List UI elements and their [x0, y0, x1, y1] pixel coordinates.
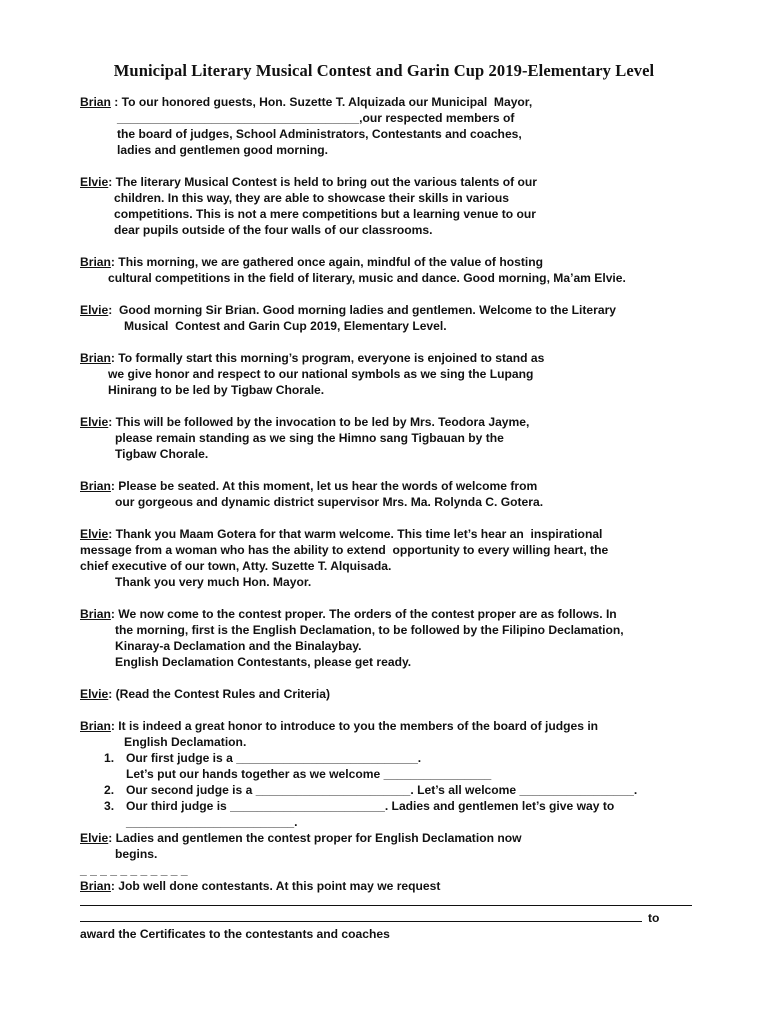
speaker-name: Brian [80, 255, 111, 269]
dialogue-elvie-greeting [80, 302, 692, 334]
dialogue-brian-judges [80, 718, 692, 830]
list-number: 3. [104, 799, 115, 813]
dialogue-elvie-invocation [80, 414, 692, 462]
dialogue-line: please remain standing as we sing the Himno sang Tigbauan by the [115, 431, 504, 445]
speaker-name: Elvie [80, 303, 109, 317]
dialogue-line: competitions. This is not a mere competitions but a learning venue to our [114, 207, 536, 221]
speaker-name: Brian [80, 719, 111, 733]
dialogue-line: ____________________________________,our respected members of [117, 111, 515, 125]
speaker-name: Brian [80, 95, 111, 109]
speaker-name: Brian [80, 351, 111, 365]
speaker-name: Brian [80, 607, 111, 621]
list-text: Let’s put our hands together as we welcome ________________ [126, 767, 492, 781]
speaker-name: Elvie [80, 527, 109, 541]
dialogue-line: ladies and gentlemen good morning. [117, 143, 328, 157]
dialogue-line: : Job well done contestants. At this point may we request [110, 879, 441, 893]
dialogue-line: : Thank you Maam Gotera for that warm welcome. This time let’s hear an inspirational [108, 527, 603, 541]
list-text: Our second judge is a _______________________. Let’s all welcome _________________. [126, 783, 638, 797]
dialogue-brian-certificates [80, 878, 692, 942]
dialogue-brian-anthem [80, 350, 692, 398]
dialogue-elvie-rules [80, 686, 692, 702]
speaker-name: Elvie [80, 415, 109, 429]
speaker-name: Brian [80, 879, 111, 893]
list-item [80, 798, 692, 814]
dialogue-line: : The literary Musical Contest is held to bring out the various talents of our [108, 175, 537, 189]
dialogue-line: Thank you very much Hon. Mayor. [115, 575, 312, 589]
dialogue-line: Hinirang to be led by Tigbaw Chorale. [108, 383, 325, 397]
dialogue-line: message from a woman who has the ability to extend opportunity to every willing heart, the [80, 543, 609, 557]
judges-list [80, 750, 692, 814]
speaker-name: Elvie [80, 175, 109, 189]
script-body [80, 94, 692, 942]
dialogue-line: : We now come to the contest proper. The orders of the contest proper are as follows. In [110, 607, 617, 621]
dialogue-line: the board of judges, School Administrators, Contestants and coaches, [117, 127, 522, 141]
dialogue-line: Tigbaw Chorale. [115, 447, 209, 461]
dialogue-brian-contest-order [80, 606, 692, 670]
list-number: 1. [104, 751, 115, 765]
blank-fill-line [80, 910, 692, 926]
dialogue-line: award the Certificates to the contestants and coaches [80, 927, 390, 941]
list-text: Our third judge is _______________________. Ladies and gentlemen let’s give way to [126, 799, 615, 813]
list-number: 2. [104, 783, 115, 797]
speaker-name: Brian [80, 479, 111, 493]
dialogue-line: : Ladies and gentlemen the contest proper for English Declamation now [108, 831, 522, 845]
dialogue-line: _________________________. [126, 815, 298, 829]
list-item [80, 750, 692, 766]
dialogue-brian-seated [80, 478, 692, 510]
dialogue-line: : Please be seated. At this moment, let us hear the words of welcome from [110, 479, 538, 493]
dialogue-line: we give honor and respect to our national symbols as we sing the Lupang [108, 367, 534, 381]
dialogue-line: our gorgeous and dynamic district supervisor Mrs. Ma. Rolynda C. Gotera. [115, 495, 544, 509]
dialogue-brian-welcome [80, 94, 692, 158]
underline-rule [80, 905, 692, 906]
dialogue-line: : Good morning Sir Brian. Good morning ladies and gentlemen. Welcome to the Literary [108, 303, 617, 317]
dialogue-line: : (Read the Contest Rules and Criteria) [108, 687, 331, 701]
dialogue-elvie-begins [80, 830, 692, 878]
document-title: Municipal Literary Musical Contest and Garin Cup 2019-Elementary Level [113, 61, 655, 80]
dialogue-line: the morning, first is the English Declamation, to be followed by the Filipino Declamation, [115, 623, 624, 637]
dialogue-line: : It is indeed a great honor to introduce to you the members of the board of judges in [110, 719, 599, 733]
dialogue-line: English Declamation Contestants, please get ready. [115, 655, 412, 669]
dialogue-line: dear pupils outside of the four walls of our classrooms. [114, 223, 433, 237]
dialogue-line: children. In this way, they are able to showcase their skills in various [114, 191, 509, 205]
blank-fill-line [80, 894, 692, 910]
list-text: Our first judge is a ___________________________. [126, 751, 422, 765]
dialogue-line: : To our honored guests, Hon. Suzette T. Alquizada our Municipal Mayor, [110, 95, 533, 109]
dialogue-elvie-purpose [80, 174, 692, 238]
dialogue-line: to [648, 911, 660, 925]
dash-separator: _ _ _ _ _ _ _ _ _ _ _ [80, 863, 188, 877]
list-item [80, 766, 692, 782]
dialogue-line: chief executive of our town, Atty. Suzette T. Alquisada. [80, 559, 392, 573]
dialogue-line: begins. [115, 847, 158, 861]
list-item [80, 782, 692, 798]
dialogue-line: English Declamation. [124, 735, 247, 749]
speaker-name: Elvie [80, 831, 109, 845]
dialogue-line: : To formally start this morning’s program, everyone is enjoined to stand as [110, 351, 545, 365]
dialogue-line: : This will be followed by the invocation to be led by Mrs. Teodora Jayme, [108, 415, 530, 429]
dialogue-line: Kinaray-a Declamation and the Binalaybay. [115, 639, 362, 653]
dialogue-line: Musical Contest and Garin Cup 2019, Elementary Level. [124, 319, 447, 333]
underline-rule [80, 921, 642, 922]
dialogue-line: : This morning, we are gathered once again, mindful of the value of hosting [110, 255, 543, 269]
dialogue-elvie-mayor [80, 526, 692, 590]
speaker-name: Elvie [80, 687, 109, 701]
dialogue-line: cultural competitions in the field of literary, music and dance. Good morning, Ma’am Elvie. [108, 271, 626, 285]
dialogue-brian-morning [80, 254, 692, 286]
